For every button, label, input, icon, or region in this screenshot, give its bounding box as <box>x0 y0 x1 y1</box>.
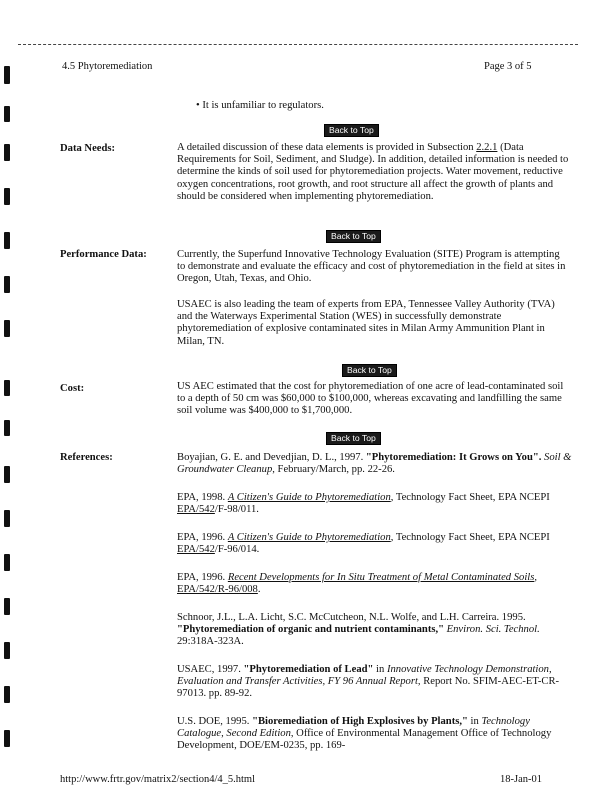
ref4-comma: , <box>534 572 537 583</box>
back-to-top-button[interactable]: Back to Top <box>342 364 397 377</box>
ref3-doc-link[interactable]: EPA/542 <box>177 544 215 556</box>
ref7-source: Technology Catalogue, Second Edition <box>177 716 530 740</box>
ref1-journal: Soil & Groundwater Cleanup <box>177 452 572 476</box>
ref2-doc-link[interactable]: EPA/542 <box>177 504 215 516</box>
ref6-in: in <box>376 664 385 675</box>
ref4-period: . <box>257 584 261 596</box>
ref4-title-link[interactable]: Recent Developments for In Situ Treatment of Metal Contaminated Soils <box>227 572 535 583</box>
binder-mark <box>4 554 10 571</box>
reference-4 <box>177 572 573 596</box>
ref2-title-link[interactable]: A Citizen's Guide to Phytoremediation <box>227 492 391 503</box>
ref5-journal: Environ. Sci. Technol. <box>446 624 540 636</box>
binder-mark <box>4 730 10 747</box>
performance-data-label: Performance Data: <box>60 249 147 260</box>
reference-6 <box>177 664 573 701</box>
header-rule <box>18 44 578 45</box>
ref7-author: U.S. DOE, 1995. <box>177 716 250 727</box>
reference-2 <box>177 492 573 516</box>
binder-mark <box>4 188 10 205</box>
binder-mark <box>4 420 10 436</box>
ref6-source: Innovative Technology Demonstration, Evaluation and Transfer Activities, FY 96 Annual Report, <box>177 664 552 688</box>
ref6-author: USAEC, 1997. <box>177 664 241 675</box>
bullet-text: It is unfamiliar to regulators. <box>202 100 324 111</box>
references-label: References: <box>60 452 113 463</box>
ref1-pages: , February/March, pp. 22-26. <box>272 464 395 476</box>
data-needs-text <box>177 142 569 203</box>
back-to-top-button[interactable]: Back to Top <box>326 432 381 445</box>
data-needs-pre: A detailed discussion of these data elements is provided in Subsection <box>177 142 474 153</box>
binder-mark <box>4 510 10 527</box>
binder-mark <box>4 642 10 659</box>
binder-mark <box>4 320 10 337</box>
bullet-item: • It is unfamiliar to regulators. <box>196 100 324 111</box>
ref3-doc-number: /F-96/014. <box>214 544 260 556</box>
binder-mark <box>4 106 10 122</box>
binder-mark <box>4 466 10 483</box>
ref3-type: , Technology Fact Sheet, <box>390 532 496 543</box>
ref2-type: , Technology Fact Sheet, <box>390 492 496 503</box>
ref5-author: Schnoor, J.L., L.A. Licht, S.C. McCutcheon, N.L. Wolfe, and L.H. Carreira. 1995. <box>177 612 526 623</box>
reference-1 <box>177 452 573 476</box>
performance-paragraph-2: USAEC is also leading the team of experts from EPA, Tennessee Valley Authority (TVA) and the Waterways Experimental Station (WES) in successfully demonstrate phytoremediation of explosive contaminated sites in Milan Army Ammunition Plant in Milan, TN. <box>177 299 555 347</box>
ref1-author: Boyajian, G. E. and Devedjian, D. L., 1997. <box>177 452 364 463</box>
cost-label: Cost: <box>60 383 85 394</box>
reference-7 <box>177 716 573 753</box>
ref3-title-link[interactable]: A Citizen's Guide to Phytoremediation <box>227 532 391 543</box>
reference-5 <box>177 612 573 649</box>
ref1-title: "Phytoremediation: It Grows on You". <box>365 452 542 463</box>
ref4-doc-link[interactable]: EPA/542/R-96/008 <box>177 584 258 596</box>
data-needs-label: Data Needs: <box>60 143 116 154</box>
binder-mark <box>4 66 10 84</box>
reference-3 <box>177 532 573 556</box>
data-needs-post: (Data Requirements for Soil, Sediment, and Sludge). In addition, detailed information is needed to determine the kinds of soil used for phytoremediation projects. Water movement, reductive oxygen concentrations, root growth, and root structure all affect the growth of plants and should be considered when implementing phytoremediation. <box>177 142 569 202</box>
ref2-author: EPA, 1998. <box>177 492 226 503</box>
binder-mark <box>4 686 10 703</box>
binder-mark <box>4 232 10 249</box>
ref7-office: , Office of Environmental Management Office of Technology Development, DOE/EM-0235, pp. 169- <box>177 728 552 752</box>
ref7-in: in <box>470 716 479 727</box>
ref6-report: Report No. SFIM-AEC-ET-CR-97013. pp. 89-92. <box>177 676 560 700</box>
binder-mark <box>4 276 10 293</box>
ref2-doc-number: /F-98/011. <box>214 504 259 516</box>
performance-paragraph-1: Currently, the Superfund Innovative Technology Evaluation (SITE) Program is attempting to demonstrate and evaluate the efficacy and cost of phytoremediation in the field at sites in Oregon, Utah, Texas, and Ohio. <box>177 249 566 285</box>
binder-mark <box>4 144 10 161</box>
ref4-author: EPA, 1996. <box>177 572 226 583</box>
binder-mark <box>4 380 10 396</box>
ref6-title: "Phytoremediation of Lead" <box>243 664 374 675</box>
footer-date: 18-Jan-01 <box>500 774 542 785</box>
ref7-title: "Bioremediation of High Explosives by Plants," <box>252 716 468 727</box>
ref3-publisher: EPA NCEPI <box>498 532 550 543</box>
back-to-top-button[interactable]: Back to Top <box>324 124 379 137</box>
footer-url[interactable]: http://www.frtr.gov/matrix2/section4/4_5.html <box>60 774 256 785</box>
ref2-publisher: EPA NCEPI <box>498 492 550 503</box>
subsection-link[interactable]: 2.2.1 <box>476 142 498 153</box>
ref5-pages: 29:318A-323A. <box>177 636 244 648</box>
page-title: 4.5 Phytoremediation <box>62 61 153 72</box>
binder-mark <box>4 598 10 615</box>
cost-text: US AEC estimated that the cost for phytoremediation of one acre of lead-contaminated soil to a depth of 50 cm was $60,000 to $100,000, whereas excavating and landfilling the same soil volume was $400,000 to $1,700,000. <box>177 381 564 417</box>
ref5-title: "Phytoremediation of organic and nutrient contaminants," <box>177 624 444 636</box>
ref3-author: EPA, 1996. <box>177 532 226 543</box>
page-number: Page 3 of 5 <box>484 61 532 72</box>
back-to-top-button[interactable]: Back to Top <box>326 230 381 243</box>
